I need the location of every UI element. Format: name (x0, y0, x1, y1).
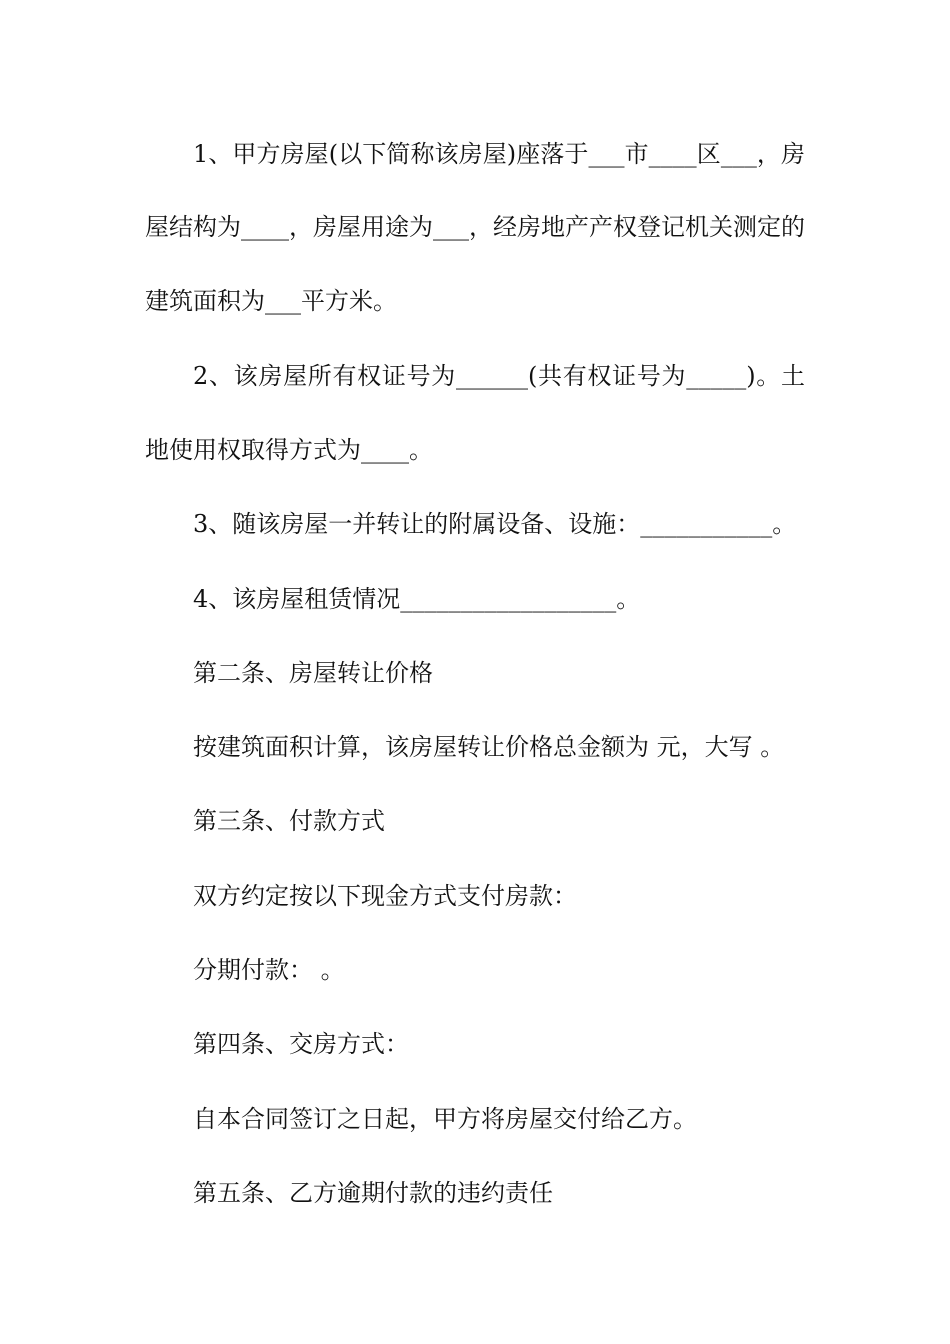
clause-4-line: 4、该房屋租赁情况__________________。 (193, 585, 641, 613)
clause-1-line-2: 屋结构为____，房屋用途为___，经房地产产权登记机关测定的 (145, 213, 805, 241)
article-2-heading: 第二条、房屋转让价格 (193, 659, 433, 687)
article-3-heading: 第三条、付款方式 (193, 807, 385, 835)
article-5-heading: 第五条、乙方逾期付款的违约责任 (193, 1179, 553, 1207)
article-4-body: 自本合同签订之日起，甲方将房屋交付给乙方。 (193, 1105, 697, 1133)
article-3-body-1: 双方约定按以下现金方式支付房款： (193, 882, 577, 910)
clause-1-line-1: 1、甲方房屋(以下简称该房屋)座落于___市____区___，房 (193, 140, 805, 168)
article-2-body: 按建筑面积计算，该房屋转让价格总金额为 元，大写 。 (193, 733, 785, 761)
clause-2-line-2: 地使用权取得方式为____。 (145, 436, 433, 464)
article-4-heading: 第四条、交房方式： (193, 1030, 409, 1058)
clause-2-line-1: 2、该房屋所有权证号为______(共有权证号为_____)。土 (193, 362, 805, 390)
article-3-body-2: 分期付款： 。 (193, 956, 345, 984)
clause-1-line-3: 建筑面积为___平方米。 (145, 287, 397, 315)
clause-3-line: 3、随该房屋一并转让的附属设备、设施：___________。 (193, 510, 797, 538)
